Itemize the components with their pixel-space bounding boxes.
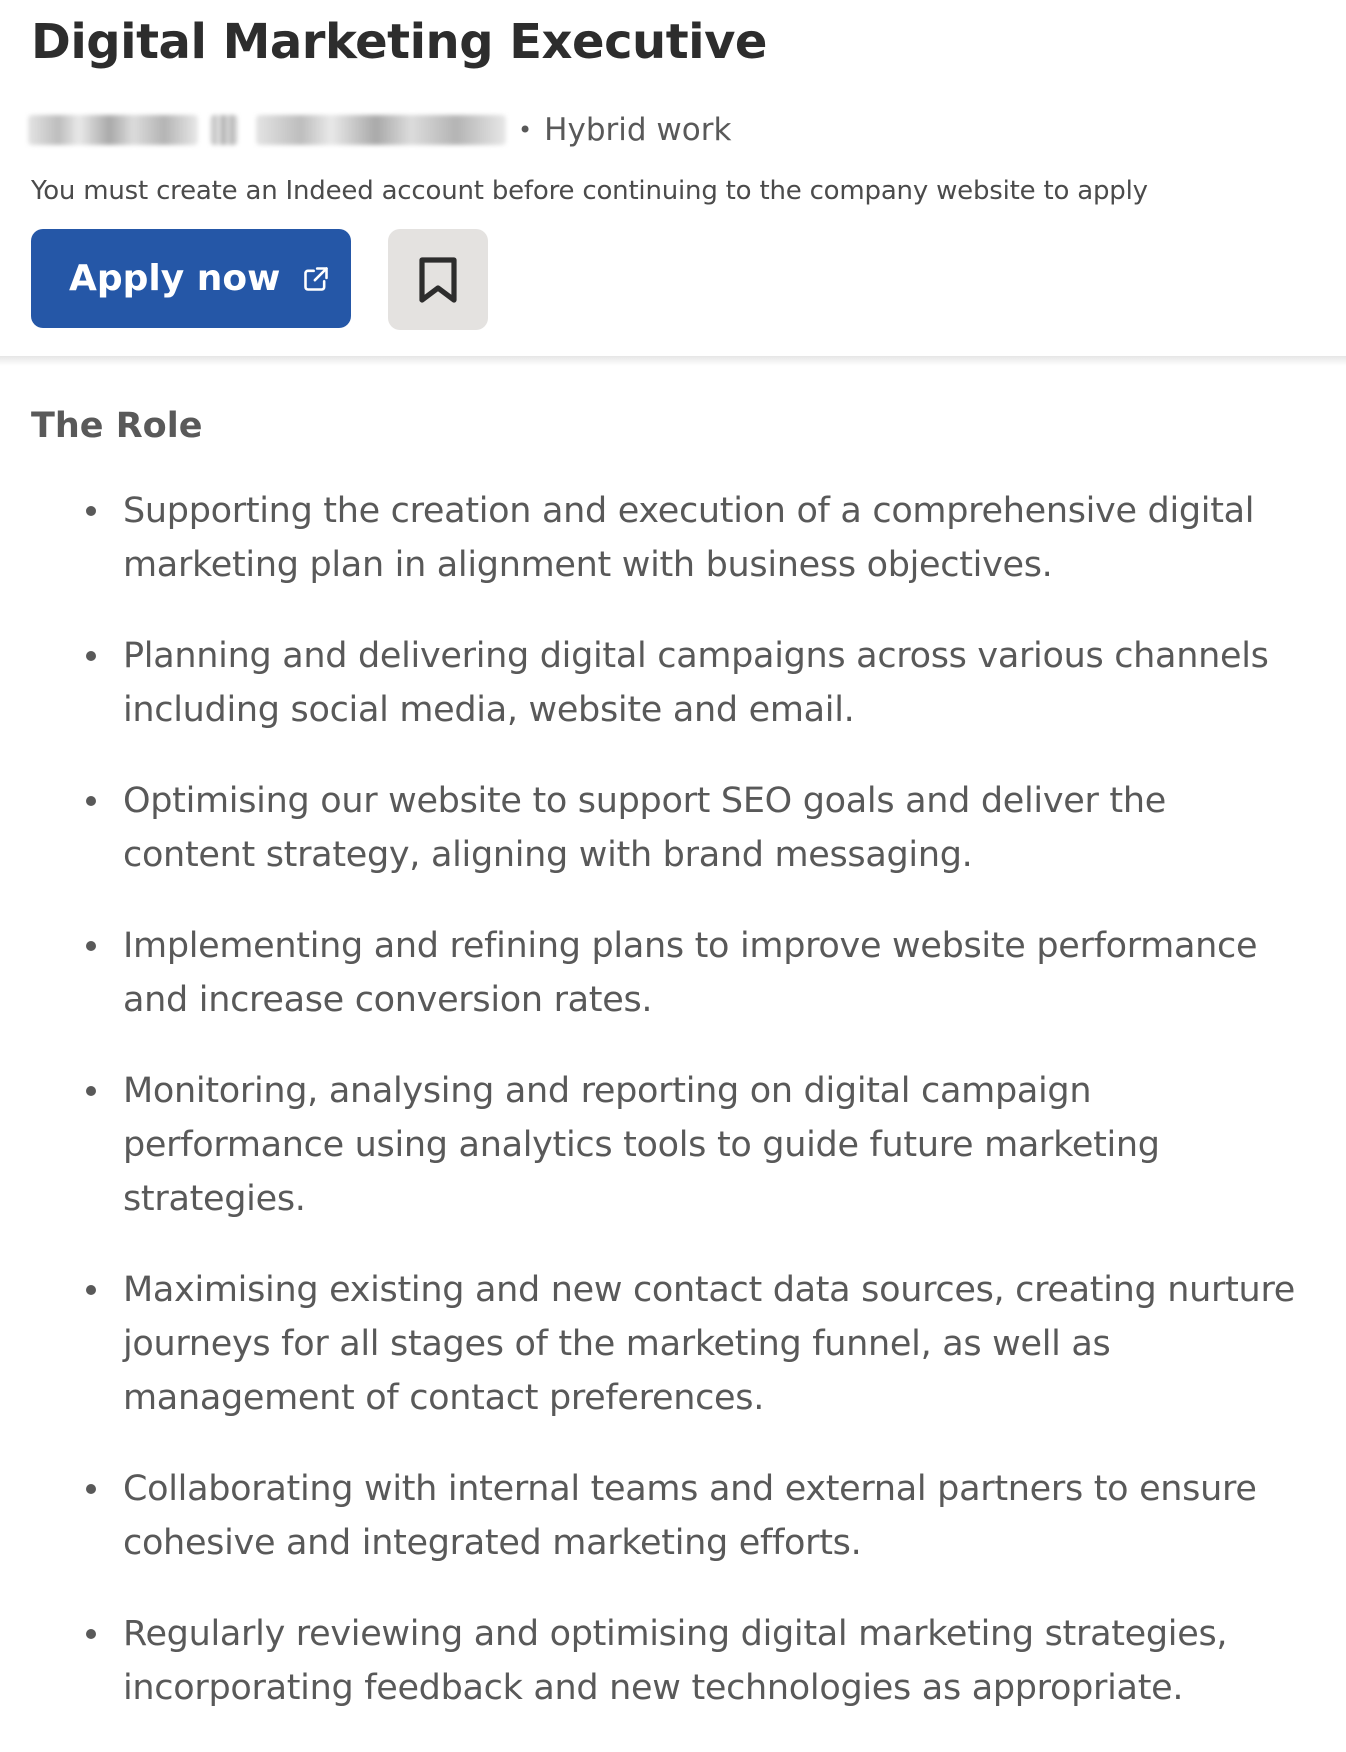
list-item	[0, 629, 1346, 737]
bullet-icon	[86, 1629, 96, 1639]
bullet-icon	[86, 1484, 96, 1494]
bullet-icon	[86, 1086, 96, 1096]
redacted-company-name	[28, 115, 198, 145]
redacted-company-rating	[210, 115, 238, 145]
job-meta-row	[28, 106, 731, 154]
list-item	[0, 1462, 1346, 1570]
list-item-text: Monitoring, analysing and reporting on digital campaign performance using analytics tools to guide future marketing strategies.	[123, 1071, 1160, 1219]
list-item	[0, 919, 1346, 1027]
bullet-icon	[86, 1285, 96, 1295]
separator-dot: •	[518, 116, 533, 144]
list-item	[0, 484, 1346, 592]
list-item	[0, 1607, 1346, 1715]
header-divider	[0, 356, 1346, 366]
bookmark-icon	[418, 256, 458, 304]
list-item-text: Regularly reviewing and optimising digital marketing strategies, incorporating feedback and new technologies as appropriate.	[123, 1614, 1228, 1708]
external-link-icon	[302, 265, 330, 293]
bullet-icon	[86, 796, 96, 806]
apply-now-label: Apply now	[69, 258, 281, 299]
list-item-text: Optimising our website to support SEO goals and deliver the content strategy, aligning with brand messaging.	[123, 781, 1166, 875]
list-item-text: Planning and delivering digital campaigns across various channels including social media, website and email.	[123, 636, 1269, 730]
list-item-text: Maximising existing and new contact data sources, creating nurture journeys for all stages of the marketing funnel, as well as management of contact preferences.	[123, 1270, 1295, 1418]
bullet-icon	[86, 941, 96, 951]
work-type: Hybrid work	[544, 112, 732, 148]
section-title-the-role: The Role	[31, 406, 203, 446]
job-title: Digital Marketing Executive	[31, 14, 767, 70]
list-item-text: Supporting the creation and execution of a comprehensive digital marketing plan in alignment with business objectives.	[123, 491, 1255, 585]
redacted-location	[256, 115, 506, 145]
job-header	[0, 0, 1346, 358]
list-item-text: Implementing and refining plans to improve website performance and increase conversion rates.	[123, 926, 1258, 1020]
account-notice: You must create an Indeed account before continuing to the company website to apply	[31, 176, 1148, 206]
bullet-icon	[86, 651, 96, 661]
apply-now-button[interactable]	[31, 229, 351, 328]
list-item	[0, 1263, 1346, 1425]
list-item-text: Collaborating with internal teams and external partners to ensure cohesive and integrated marketing efforts.	[123, 1469, 1257, 1563]
list-item	[0, 774, 1346, 882]
save-job-button[interactable]	[388, 229, 488, 330]
role-responsibilities-list	[0, 484, 1346, 1752]
bullet-icon	[86, 506, 96, 516]
list-item	[0, 1064, 1346, 1226]
